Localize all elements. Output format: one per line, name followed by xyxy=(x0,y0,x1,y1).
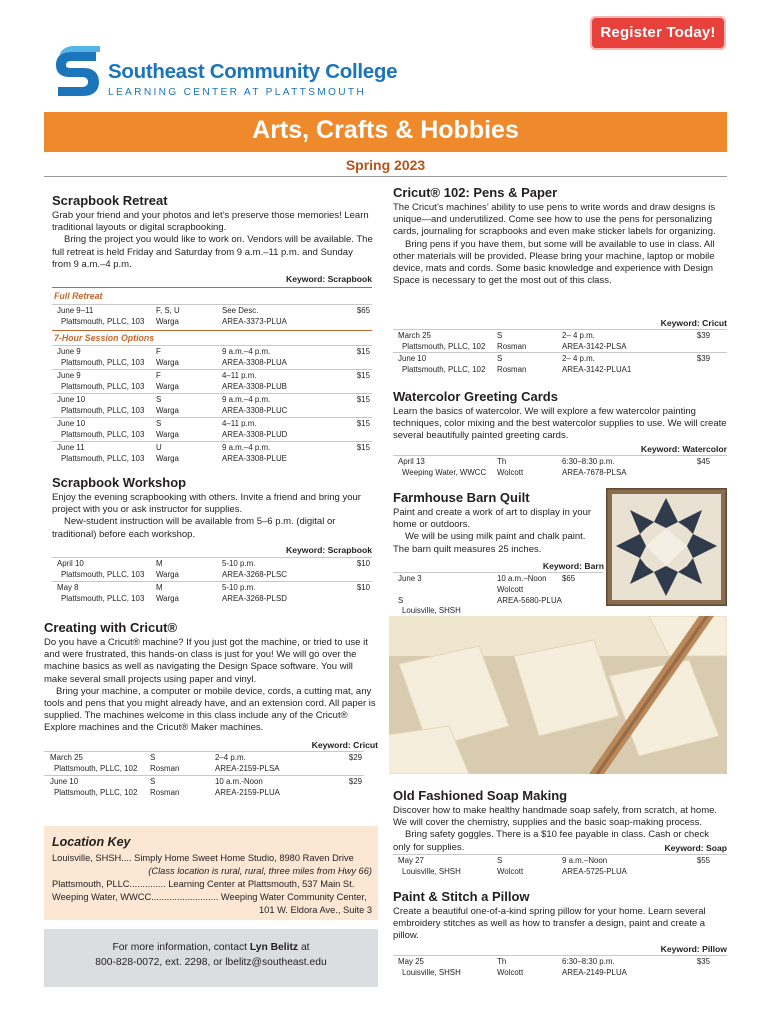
table-cell-date: June 9 Plattsmouth, PLLC, 103 xyxy=(57,347,145,367)
watercolor-keyword: Keyword: Watercolor xyxy=(640,444,727,454)
location-key-line: Louisville, SHSH.... Simply Home Sweet Home Studio, 8980 Raven Drive xyxy=(52,853,354,863)
watercolor-title: Watercolor Greeting Cards xyxy=(393,389,558,404)
scrapbook-workshop-keyword: Keyword: Scrapbook xyxy=(286,545,372,555)
table-cell-date: June 3 S Louisville, SHSH xyxy=(398,574,461,616)
table-cell-fee: $55 xyxy=(696,856,710,865)
table-cell-date: June 10 Plattsmouth, PLLC, 102 xyxy=(398,354,486,374)
table-cell-day: S Warga xyxy=(156,419,179,439)
table-cell-day: U Warga xyxy=(156,443,179,463)
location-key-list xyxy=(52,852,372,917)
table-cell-time: 4–11 p.m. AREA-3308-PLUB xyxy=(222,371,287,391)
table-cell-fee: $29 xyxy=(348,777,362,786)
cricut-102-keyword: Keyword: Cricut xyxy=(660,318,727,328)
table-cell-time: 9 a.m.–4 p.m. AREA-3308-PLUC xyxy=(222,395,288,415)
divider xyxy=(52,441,372,442)
soap-making-keyword: Keyword: Soap xyxy=(664,843,727,853)
divider xyxy=(52,345,372,346)
table-cell-day: Th Wolcott xyxy=(497,957,524,977)
scrapbook-retreat-keyword: Keyword: Scrapbook xyxy=(286,274,372,284)
table-cell-fee: $10 xyxy=(356,583,370,592)
scrapbook-workshop-title: Scrapbook Workshop xyxy=(52,475,187,490)
table-cell-date: June 11 Plattsmouth, PLLC, 103 xyxy=(57,443,145,463)
table-cell-date: March 25 Plattsmouth, PLLC, 102 xyxy=(50,753,138,773)
table-cell-day: S Wolcott xyxy=(497,856,524,876)
watercolor-description: Learn the basics of watercolor. We will explore a few watercolor painting techniques, color mixing and the best watercolor supplies to use. We will create several beautifully painted greeting cards. xyxy=(393,406,727,442)
table-cell-day: S Warga xyxy=(156,395,179,415)
session-options-label: 7-Hour Session Options xyxy=(54,333,155,343)
term-label: Spring 2023 xyxy=(345,157,426,173)
table-cell-day: M Warga xyxy=(156,559,179,579)
table-cell-date: April 10 Plattsmouth, PLLC, 103 xyxy=(57,559,145,579)
divider xyxy=(44,751,364,752)
creating-cricut-title: Creating with Cricut® xyxy=(44,620,178,635)
table-cell-time: 2– 4 p.m. AREA-3142-PLUA1 xyxy=(562,354,632,374)
table-cell-time: 5-10 p.m. AREA-3268-PLSC xyxy=(222,559,287,579)
scrapbook-retreat-title: Scrapbook Retreat xyxy=(52,193,168,208)
soap-making-title: Old Fashioned Soap Making xyxy=(393,788,568,803)
divider xyxy=(393,455,727,456)
scrapbook-workshop-description: Enjoy the evening scrapbooking with others. Invite a friend and bring your project with you or ask instructor for supplies. New-student instruction will be available from 5–6 p.m. (digital or traditional) before each workshop. xyxy=(52,492,361,540)
college-logo-icon xyxy=(52,46,102,98)
creating-cricut-keyword: Keyword: Cricut xyxy=(311,740,378,750)
scrapbook-retreat-description: Grab your friend and your photos and let’s preserve those memories! Learn traditional layouts or digital scrapbooking. Bring the project you would like to work on. Vendors will be available. The full retreat is held Friday and Saturday from 9 a.m.–11 p.m. and Sunday from 9 a.m.–4 p.m. xyxy=(52,210,373,270)
barn-quilt-keyword: Keyword: Barn xyxy=(542,561,604,571)
barn-quilt-description: Paint and create a work of art to display in your home or outdoors. We will be using milk paint and chalk paint. The barn quilt measures 25 inches. xyxy=(393,507,592,555)
table-cell-date: May 27 Louisville, SHSH xyxy=(398,856,461,876)
divider xyxy=(52,581,372,582)
table-cell-day: S Rosman xyxy=(497,331,527,351)
location-key-title: Location Key xyxy=(52,835,131,849)
table-cell-time: 6:30–8:30 p.m. AREA-2149-PLUA xyxy=(562,957,627,977)
register-today-button[interactable]: Register Today! xyxy=(590,16,726,50)
divider xyxy=(52,557,372,558)
divider xyxy=(393,329,727,330)
divider xyxy=(393,955,727,956)
college-name: Southeast Community College xyxy=(108,60,398,83)
location-key-line: Weeping Water, WWCC.......................... Weeping Water Community Center, xyxy=(52,892,367,902)
creating-cricut-description: Do you have a Cricut® machine? If you just got the machine, or tried to use it and were frustrated, this hands-on class is just for you! We will go over the machine basics as well as navigating the Design Space software. You will make several small projects using paper and vinyl. Bring your machine, a computer or mobile device, cords, a cutting mat, any tools and pens that you might already have, and an extension cord. All paper is supplied. The machines welcome in this class include any of the Cricut® Explore machines and the Cricut® Maker machines. xyxy=(44,637,376,734)
table-cell-date: March 25 Plattsmouth, PLLC, 102 xyxy=(398,331,486,351)
table-cell-time: 4–11 p.m. AREA-3308-PLUD xyxy=(222,419,288,439)
college-subtitle: LEARNING CENTER AT PLATTSMOUTH xyxy=(108,87,367,98)
table-cell-fee: $35 xyxy=(696,957,710,966)
divider xyxy=(52,369,372,370)
table-cell-fee: $15 xyxy=(356,347,370,356)
table-cell-date: June 9–11 Plattsmouth, PLLC, 103 xyxy=(57,306,145,326)
barn-quilt-photo xyxy=(606,488,727,606)
table-cell-date: June 10 Plattsmouth, PLLC, 103 xyxy=(57,419,145,439)
table-cell-day: F Warga xyxy=(156,347,179,367)
table-cell-time: 9 a.m.–Noon AREA-5725-PLUA xyxy=(562,856,627,876)
table-cell-fee: $15 xyxy=(356,443,370,452)
table-cell-date: June 9 Plattsmouth, PLLC, 103 xyxy=(57,371,145,391)
divider xyxy=(393,352,727,353)
table-cell-fee: $39 xyxy=(696,331,710,340)
table-cell-fee: $65 xyxy=(562,574,576,583)
table-cell-time: 10 a.m.-Noon AREA-2159-PLUA xyxy=(215,777,280,797)
table-cell-day: S Rosman xyxy=(150,777,180,797)
divider xyxy=(52,417,372,418)
pillow-description: Create a beautiful one-of-a-kind spring pillow for your home. Learn several embroidery stitches as well as how to transfer a design, paint and create a pillow. xyxy=(393,906,706,942)
table-cell-fee: $45 xyxy=(696,457,710,466)
table-cell-date: June 10 Plattsmouth, PLLC, 102 xyxy=(50,777,138,797)
pillow-title: Paint & Stitch a Pillow xyxy=(393,889,530,904)
divider xyxy=(44,176,727,177)
full-retreat-label: Full Retreat xyxy=(54,291,103,301)
table-cell-time: 10 a.m.–Noon Wolcott AREA-5680-PLUA xyxy=(497,574,562,605)
table-cell-time: 2– 4 p.m. AREA-3142-PLSA xyxy=(562,331,627,351)
divider xyxy=(52,393,372,394)
location-key-line: (Class location is rural, rural, three miles from Hwy 66) xyxy=(148,866,372,876)
soap-bars-photo xyxy=(389,616,727,774)
cricut-102-description: The Cricut’s machines’ ability to use pens to write words and draw designs is unique—and underutilized. Come see how to use the pens for personalizing cards, journaling for scrapbooks and even make sticker labels for organizing. Bring pens if you have them, but some will be available to use in class. All other materials will be provided. Please bring your machine, laptop or mobile device, mats and cords. Some basic knowledge and experience with Design Space is necessary to get the most out of this class. xyxy=(393,202,716,287)
table-cell-time: 5-10 p.m. AREA-3268-PLSD xyxy=(222,583,287,603)
divider xyxy=(52,287,372,288)
table-cell-date: May 25 Louisville, SHSH xyxy=(398,957,461,977)
page-title: Arts, Crafts & Hobbies xyxy=(252,116,519,144)
table-cell-fee: $15 xyxy=(356,371,370,380)
location-key-line: 101 W. Eldora Ave., Suite 3 xyxy=(258,905,372,915)
divider xyxy=(393,572,603,573)
table-cell-day: F Warga xyxy=(156,371,179,391)
divider xyxy=(52,304,372,305)
table-cell-time: 9 a.m.–4 p.m. AREA-3308-PLUA xyxy=(222,347,287,367)
table-cell-time: 6:30–8:30 p.m. AREA-7678-PLSA xyxy=(562,457,627,477)
table-cell-fee: $15 xyxy=(356,395,370,404)
contact-info: For more information, contact Lyn Belitz at 800-828-0072, ext. 2298, or lbelitz@southeast.edu xyxy=(44,940,378,970)
divider xyxy=(393,854,727,855)
table-cell-day: Th Wolcott xyxy=(497,457,524,477)
table-cell-date: April 13 Weeping Water, WWCC xyxy=(398,457,487,477)
cricut-102-title: Cricut® 102: Pens & Paper xyxy=(393,185,558,200)
table-cell-day: S Rosman xyxy=(150,753,180,773)
table-cell-fee: $65 xyxy=(356,306,370,315)
table-cell-time: 9 a.m.–4 p.m. AREA-3308-PLUE xyxy=(222,443,287,463)
table-cell-date: June 10 Plattsmouth, PLLC, 103 xyxy=(57,395,145,415)
soap-making-description: Discover how to make healthy handmade soap safely, from scratch, at home. We will cover the chemistry, supplies and the basic soap-making process. Bring safety goggles. There is a $10 fee payable in class. Cash or check only for supplies. xyxy=(393,805,718,853)
table-cell-fee: $15 xyxy=(356,419,370,428)
divider xyxy=(52,330,372,331)
table-cell-time: 2–4 p.m. AREA-2159-PLSA xyxy=(215,753,280,773)
location-key-line: Plattsmouth, PLLC.............. Learning Center at Plattsmouth, 537 Main St. xyxy=(52,879,355,889)
table-cell-time: See Desc. AREA-3373-PLUA xyxy=(222,306,287,326)
divider xyxy=(44,775,364,776)
table-cell-date: May 8 Plattsmouth, PLLC, 103 xyxy=(57,583,145,603)
table-cell-day: S Rosman xyxy=(497,354,527,374)
table-cell-day: M Warga xyxy=(156,583,179,603)
table-cell-fee: $29 xyxy=(348,753,362,762)
pillow-keyword: Keyword: Pillow xyxy=(660,944,727,954)
table-cell-day: F, S, U Warga xyxy=(156,306,180,326)
table-cell-fee: $39 xyxy=(696,354,710,363)
contact-info-line[interactable]: 800-828-0072, ext. 2298, or lbelitz@southeast.edu xyxy=(95,957,327,968)
table-cell-fee: $10 xyxy=(356,559,370,568)
barn-quilt-title: Farmhouse Barn Quilt xyxy=(393,490,530,505)
